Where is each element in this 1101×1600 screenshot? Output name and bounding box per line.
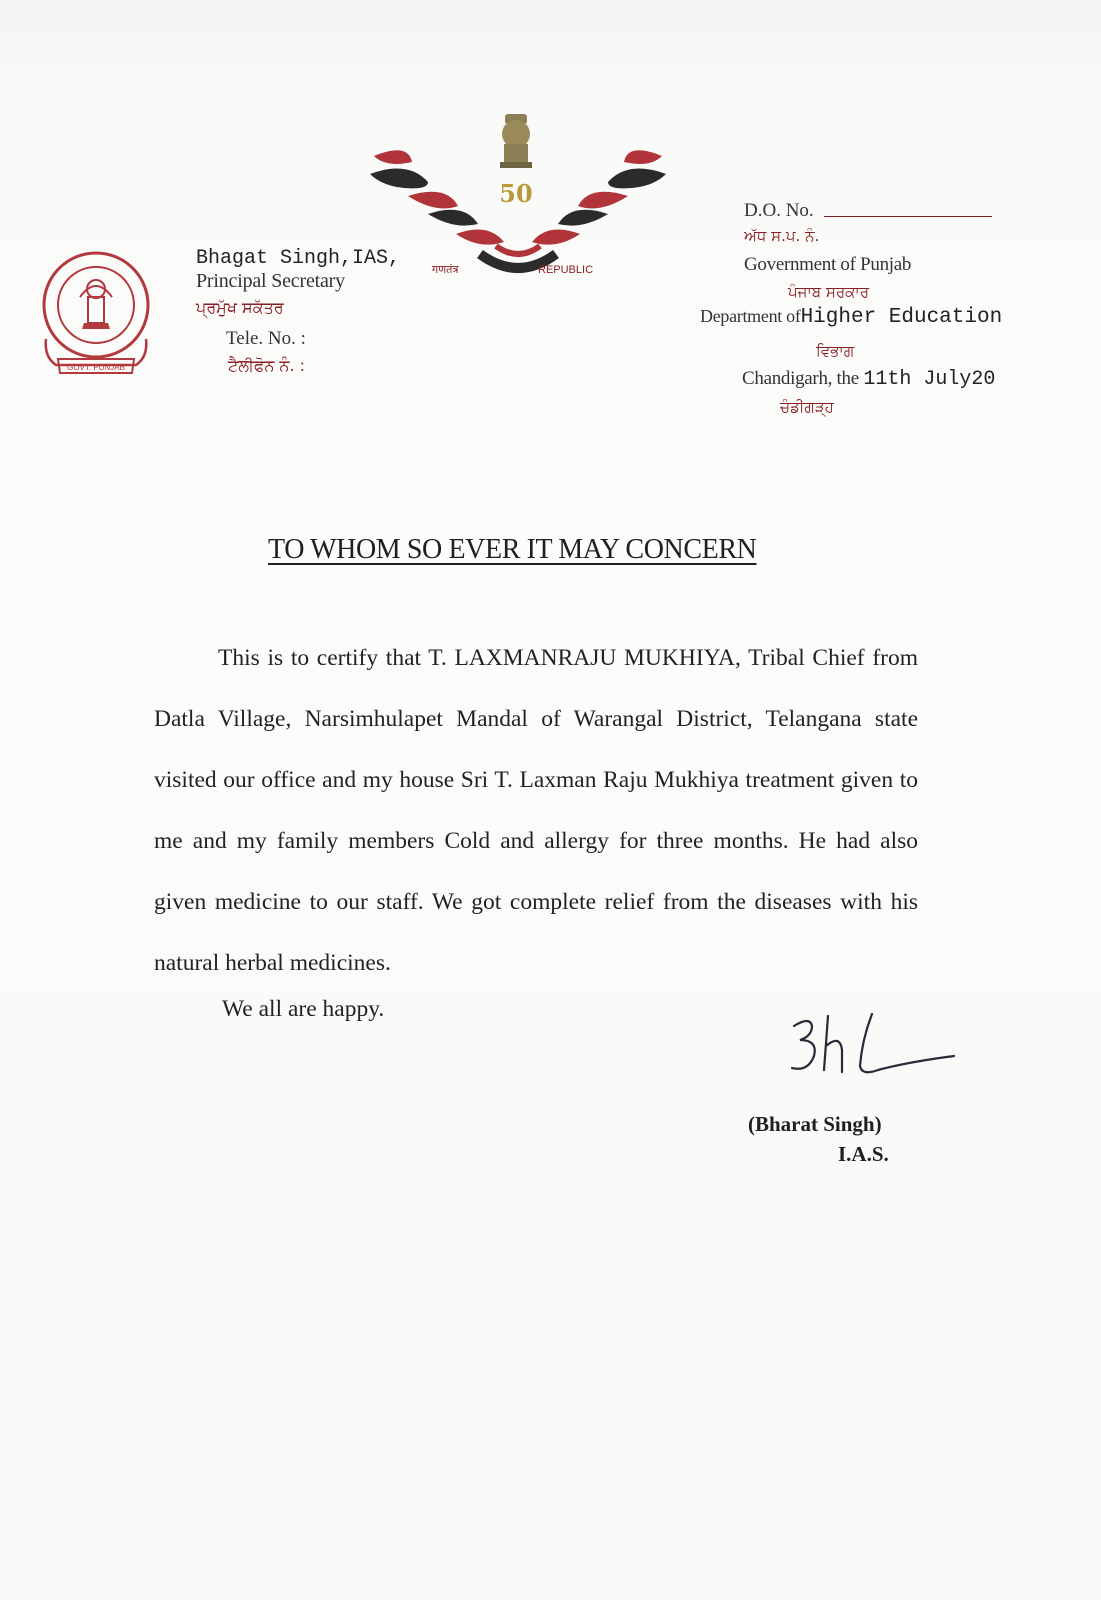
letter-body: This is to certify that T. LAXMANRAJU MUKHIYA, Tribal Chief from Datla Village, Narsimhulapet Mandal of Warangal District, Telangana state visited our office and my house Sri T. Laxman Raju Mukhiya treatment given to me and my family members Cold and allergy for three months. He had also given medicine to our staff. We got complete relief from the diseases with his natural herbal medicines. xyxy=(154,645,918,976)
letter-heading: TO WHOM SO EVER IT MAY CONCERN xyxy=(268,534,757,565)
emblem-number: 50 xyxy=(499,179,533,208)
handwritten-signature xyxy=(788,1010,958,1090)
letter-closing: We all are happy. xyxy=(222,996,385,1022)
department-line xyxy=(700,306,1002,329)
seal-bottom-text: GOVT. PUNJAB xyxy=(67,363,125,372)
emblem-republic-label: REPUBLIC xyxy=(538,264,594,276)
do-number-label: D.O. No. xyxy=(744,200,814,221)
tele-label-punjabi: ਟੈਲੀਫੋਨ ਨੰ. : xyxy=(228,356,305,375)
tele-label: Tele. No. : xyxy=(226,328,306,349)
sender-title: Principal Secretary xyxy=(196,270,345,292)
do-number-label-punjabi: ਅੱਧ ਸ.ਪ. ਨੰ. xyxy=(744,227,820,245)
do-number-line xyxy=(824,216,992,217)
signatory-credential: I.A.S. xyxy=(838,1142,889,1166)
government-label-punjabi: ਪੰਜਾਬ ਸਰਕਾਰ xyxy=(788,283,869,301)
place-label-punjabi: ਚੰਡੀਗੜ੍ਹ xyxy=(780,398,834,416)
emblem-hindi-label: गणतंत्र xyxy=(432,264,459,276)
government-label: Government of Punjab xyxy=(744,254,912,275)
signatory-name: (Bharat Singh) xyxy=(748,1112,882,1136)
sender-title-punjabi: ਪ੍ਰਮੁੱਖ ਸਕੱਤਰ xyxy=(196,298,284,317)
date-value: 11th July20 xyxy=(863,368,996,391)
department-label-punjabi: ਵਿਭਾਗ xyxy=(816,342,855,360)
national-emblem-icon xyxy=(368,106,668,286)
place-date-line xyxy=(742,368,1042,391)
department-label: Department of xyxy=(700,306,801,326)
department-value: Higher Education xyxy=(800,306,1003,329)
place-label: Chandigarh, the xyxy=(742,368,859,389)
sender-name: Bhagat Singh,IAS, xyxy=(196,247,401,270)
punjab-seal-icon xyxy=(36,247,156,387)
